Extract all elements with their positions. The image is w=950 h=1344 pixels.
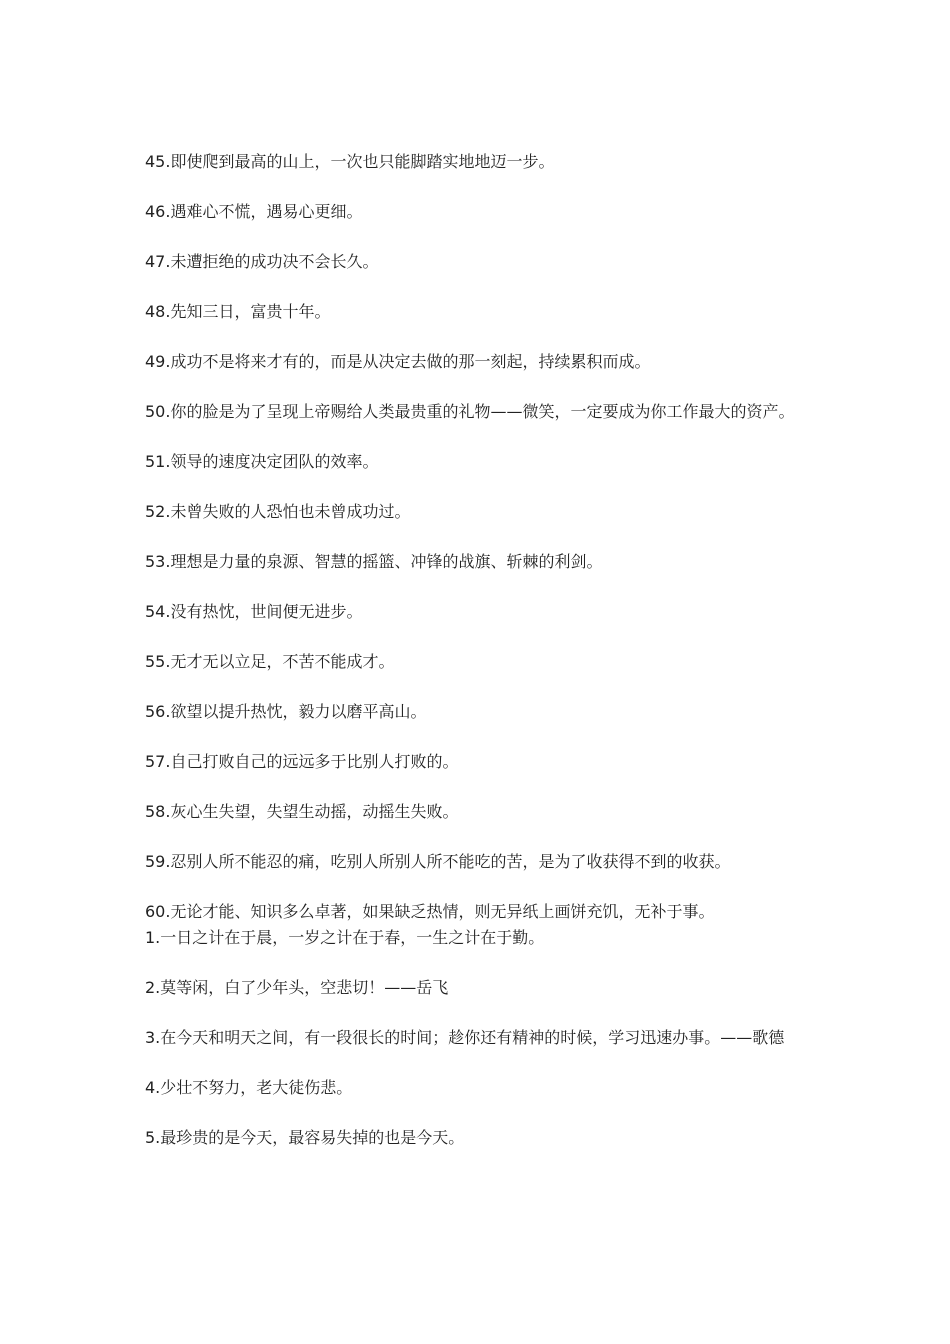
document-body: [145, 149, 805, 1175]
quote-paragraph-2: 2.莫等闲，白了少年头，空悲切！——岳飞: [145, 978, 449, 997]
quote-paragraph-52: 52.未曾失败的人恐怕也未曾成功过。: [145, 502, 411, 521]
quote-paragraph-3: 3.在今天和明天之间，有一段很长的时间；趁你还有精神的时候，学习迅速办事。——歌德: [145, 1028, 785, 1047]
quote-paragraph-59: 59.忍别人所不能忍的痛，吃别人所别人所不能吃的苦，是为了收获得不到的收获。: [145, 852, 731, 871]
quote-paragraph-56: 56.欲望以提升热忱，毅力以磨平高山。: [145, 702, 427, 721]
quote-paragraph-51: 51.领导的速度决定团队的效率。: [145, 452, 379, 471]
quote-paragraph-4: 4.少壮不努力，老大徒伤悲。: [145, 1078, 353, 1097]
quote-paragraph-50: 50.你的脸是为了呈现上帝赐给人类最贵重的礼物——微笑，一定要成为你工作最大的资产。: [145, 402, 795, 421]
quote-paragraph-46: 46.遇难心不慌，遇易心更细。: [145, 202, 363, 221]
quote-paragraph-54: 54.没有热忱，世间便无进步。: [145, 602, 363, 621]
quote-paragraph-58: 58.灰心生失望，失望生动摇，动摇生失败。: [145, 802, 459, 821]
quote-paragraph-60: 60.无论才能、知识多么卓著，如果缺乏热情，则无异纸上画饼充饥，无补于事。: [145, 902, 715, 921]
quote-paragraph-53: 53.理想是力量的泉源、智慧的摇篮、冲锋的战旗、斩棘的利剑。: [145, 552, 603, 571]
quote-paragraph-47: 47.未遭拒绝的成功决不会长久。: [145, 252, 379, 271]
quote-paragraph-49: 49.成功不是将来才有的，而是从决定去做的那一刻起，持续累积而成。: [145, 352, 651, 371]
quote-paragraph-5: 5.最珍贵的是今天，最容易失掉的也是今天。: [145, 1128, 465, 1147]
quote-paragraph-55: 55.无才无以立足，不苦不能成才。: [145, 652, 395, 671]
quote-paragraph-45: 45.即使爬到最高的山上，一次也只能脚踏实地地迈一步。: [145, 152, 555, 171]
quote-paragraph-48: 48.先知三日，富贵十年。: [145, 302, 331, 321]
quote-paragraph-1: 1.一日之计在于晨，一岁之计在于春，一生之计在于勤。: [145, 928, 545, 947]
quote-paragraph-57: 57.自己打败自己的远远多于比别人打败的。: [145, 752, 459, 771]
